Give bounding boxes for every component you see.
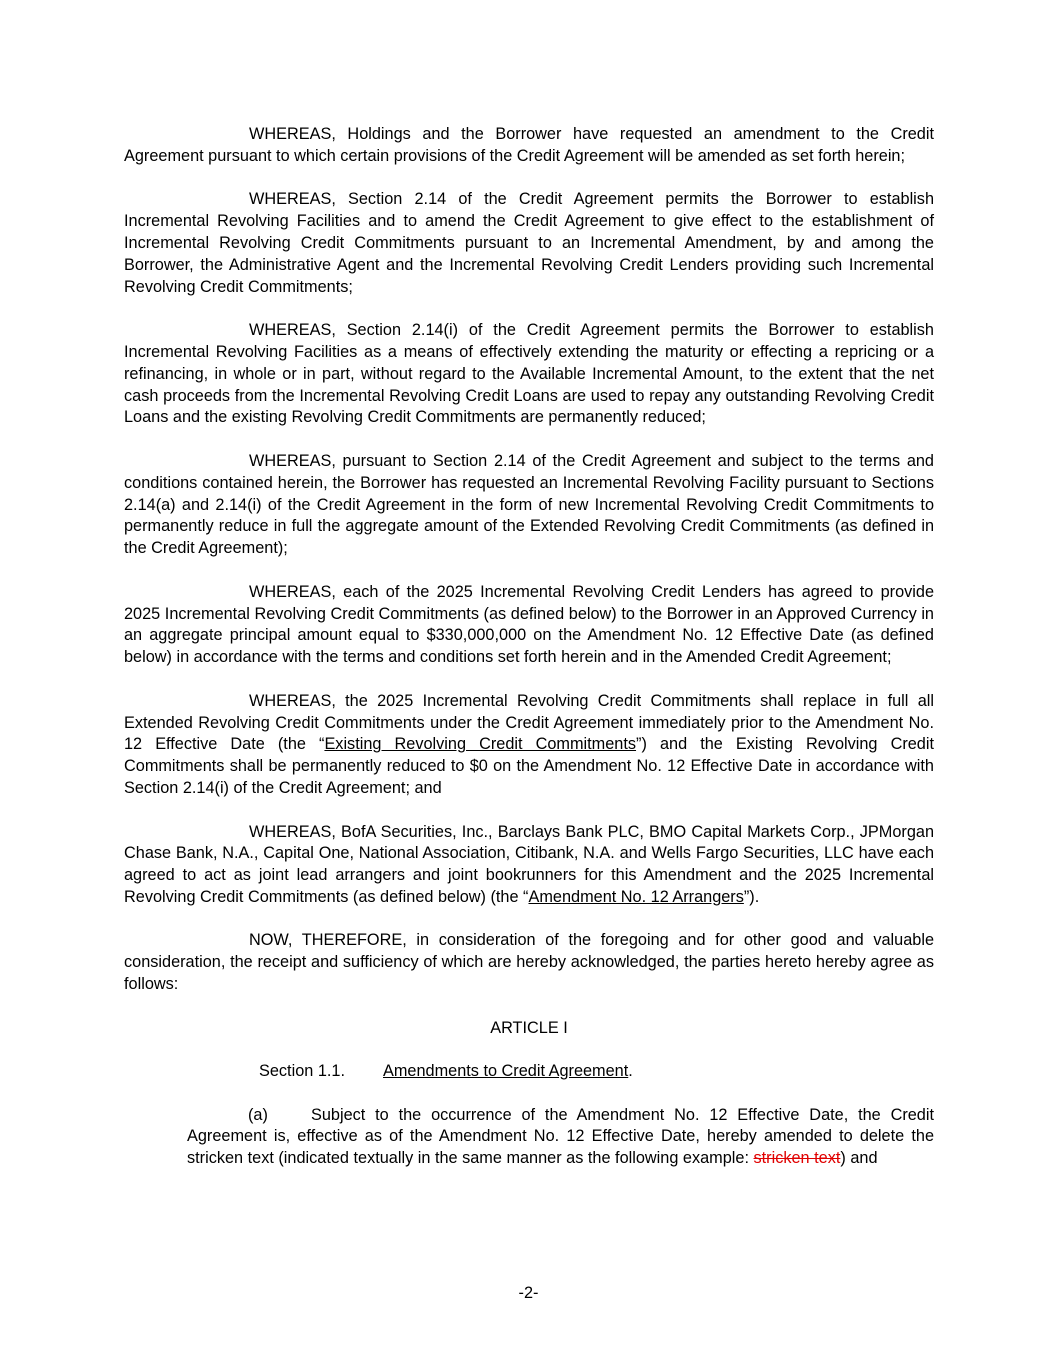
defined-term-arrangers: Amendment No. 12 Arrangers: [528, 887, 744, 906]
subsection-text: Subject to the occurrence of the Amendment No. 12 Effective Date, the Credit Agreement is, effective as of the Amendment No. 12 Effective Date, hereby amended to delete the stricken text (indicated textually in the same manner as the following example:: [187, 1105, 934, 1168]
section-title-suffix: .: [628, 1061, 633, 1080]
recital-existing-commitments: [124, 691, 934, 800]
recital-paragraph: WHEREAS, each of the 2025 Incremental Revolving Credit Lenders has agreed to provide 2025 Incremental Revolving Credit Commitments (as defined below) to the Borrower in an Approved Currency in an aggregate principal amount equal to $330,000,000 on the Amendment No. 12 Effective Date (as defined below) in accordance with the terms and conditions set forth herein and in the Amended Credit Agreement;: [124, 582, 934, 667]
stricken-text-example: stricken text: [753, 1149, 841, 1168]
recital-text: WHEREAS, the 2025 Incremental Revolving Credit Commitments shall replace in full all Extended Revolving Credit Commitments under the Credit Agreement immediately prior to the Amendment No. 12 Effective Date (the “: [124, 691, 934, 754]
document-body: [124, 124, 934, 1170]
subsection-text-end: ) and: [840, 1149, 878, 1168]
recital-paragraph: WHEREAS, Holdings and the Borrower have requested an amendment to the Credit Agreement pursuant to which certain provisions of the Credit Agreement will be amended as set forth herein;: [124, 125, 934, 165]
subsection-label: (a): [248, 1105, 268, 1124]
now-therefore-paragraph: NOW, THEREFORE, in consideration of the foregoing and for other good and valuable consideration, the receipt and sufficiency of which are hereby acknowledged, the parties hereto hereby agree as follows:: [124, 931, 934, 994]
section-number: Section 1.1.: [259, 1061, 345, 1080]
page-number: -2-: [518, 1284, 539, 1302]
recital-text: WHEREAS, BofA Securities, Inc., Barclays Bank PLC, BMO Capital Markets Corp., JPMorgan Chase Bank, N.A., Capital One, National Association, Citibank, N.A. and Wells Fargo Securities, LLC have each agreed to act as joint lead arrangers and joint bookrunners for this Amendment and the 2025 Incremental Revolving Credit Commitments (as defined below) (the “: [124, 822, 934, 906]
recital-text: ”).: [743, 887, 760, 906]
recital-paragraph: WHEREAS, Section 2.14(i) of the Credit Agreement permits the Borrower to establish Incremental Revolving Facilities as a means of effectively extending the maturity or effecting a repricing or a refinancing, in whole or in part, without regard to the Available Incremental Amount, to the extent that the net cash proceeds from the Incremental Revolving Credit Loans are used to repay any outstanding Revolving Credit Loans and the existing Revolving Credit Commitments are permanently reduced;: [124, 321, 934, 427]
section-heading: [259, 1061, 934, 1083]
section-title: Amendments to Credit Agreement: [383, 1061, 629, 1080]
subsection-a: [187, 1105, 934, 1170]
article-heading: ARTICLE I: [490, 1018, 568, 1037]
recital-text: ”) and the Existing Revolving Credit Commitments shall be permanently reduced to $0 on the Amendment No. 12 Effective Date in accordance with Section 2.14(i) of the Credit Agreement; and: [124, 735, 934, 797]
recital-paragraph: WHEREAS, pursuant to Section 2.14 of the Credit Agreement and subject to the terms and conditions contained herein, the Borrower has requested an Incremental Revolving Facility pursuant to Sections 2.14(a) and 2.14(i) of the Credit Agreement in the form of new Incremental Revolving Credit Commitments to permanently reduce in full the aggregate amount of the Extended Revolving Credit Commitments (as defined in the Credit Agreement);: [124, 451, 934, 558]
recital-arrangers: [124, 822, 934, 909]
defined-term-existing-commitments: Existing Revolving Credit Commitments: [324, 735, 637, 754]
recital-paragraph: WHEREAS, Section 2.14 of the Credit Agreement permits the Borrower to establish Incremental Revolving Facilities and to amend the Credit Agreement to give effect to the establishment of Incremental Revolving Credit Commitments pursuant to an Incremental Amendment, by and among the Borrower, the Administrative Agent and the Incremental Revolving Credit Lenders providing such Incremental Revolving Credit Commitments;: [124, 190, 934, 296]
